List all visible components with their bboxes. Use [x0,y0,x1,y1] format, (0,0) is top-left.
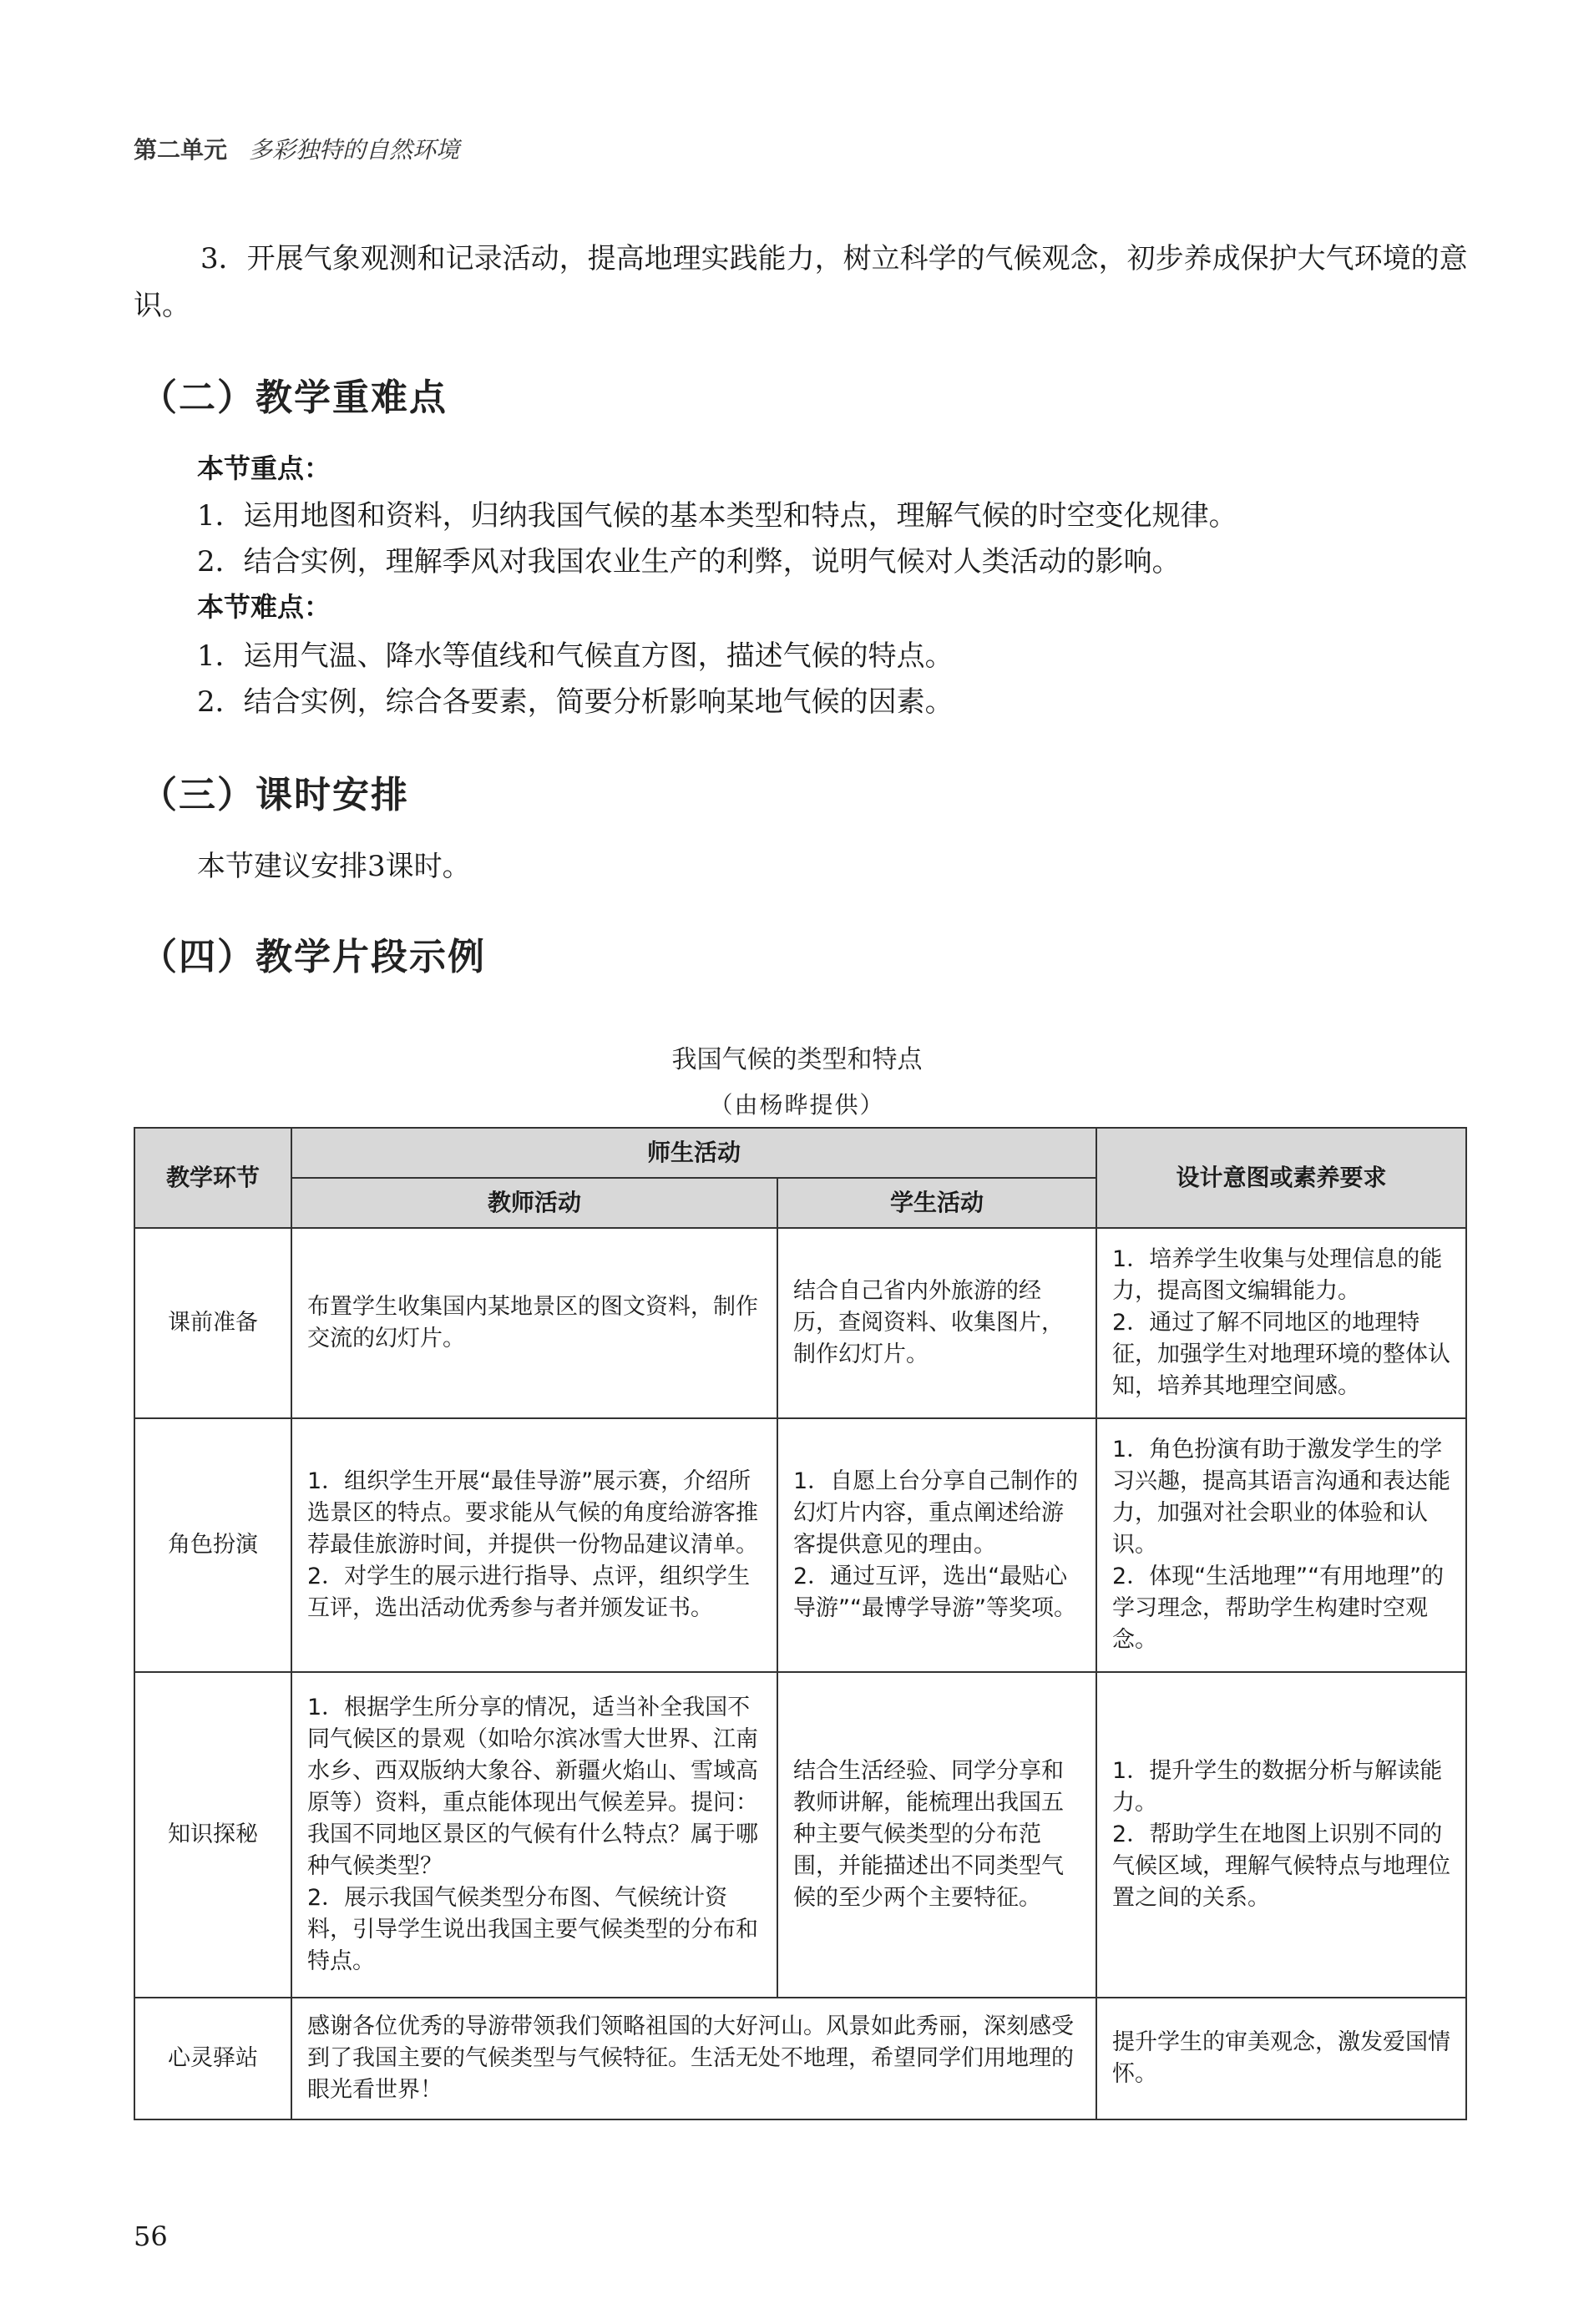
intent-cell [1096,1418,1466,1672]
key-points-label: 本节重点： [197,452,331,484]
unit-label: 第二单元 [134,136,228,164]
table-caption: 我国气候的类型和特点 [671,1045,923,1074]
student-item: 2．通过互评，选出“最贴心导游”“最博学导游”等奖项。 [793,1564,1076,1621]
intent-item: 1．培养学生收集与处理信息的能力，提高图文编辑能力。 [1112,1246,1443,1304]
intent-item: 2．通过了解不同地区的地理特征，加强学生对地理环境的整体认知，培养其地理空间感。 [1112,1310,1451,1399]
student-item: 1．自愿上台分享自己制作的幻灯片内容，重点阐述给游客提供意见的理由。 [793,1468,1079,1558]
table-row [134,1998,1466,2119]
student-cell [777,1418,1096,1672]
unit-title: 多彩独特的自然环境 [249,136,460,164]
stage-cell: 心灵驿站 [134,1998,291,2119]
section-heading-key-points: （二）教学重难点 [140,376,448,419]
table-row [134,1418,1466,1672]
header-teacher: 教师活动 [291,1178,777,1228]
student-cell: 结合生活经验、同学分享和教师讲解，能梳理出我国五种主要气候类型的分布范围，并能描述出不同类型气候的至少两个主要特征。 [777,1672,1096,1998]
intent-cell: 提升学生的审美观念，激发爱国情怀。 [1096,1998,1466,2119]
schedule-text: 本节建议安排3课时。 [197,850,471,883]
stage-cell: 角色扮演 [134,1418,291,1672]
table-header-row [134,1128,1466,1178]
difficult-point-item: 1．运用气温、降水等值线和气候直方图，描述气候的特点。 [197,639,954,673]
header-student: 学生活动 [777,1178,1096,1228]
stage-cell: 知识探秘 [134,1672,291,1998]
intent-cell [1096,1228,1466,1418]
page-number: 56 [134,2220,168,2252]
section-heading-schedule: （三）课时安排 [140,774,409,816]
header-intent: 设计意图或素养要求 [1096,1128,1466,1228]
table-row [134,1672,1466,1998]
section-heading-example: （四）教学片段示例 [140,936,486,978]
intent-item: 1．提升学生的数据分析与解读能力。 [1112,1758,1443,1816]
teacher-cell: 布置学生收集国内某地景区的图文资料，制作交流的幻灯片。 [291,1228,777,1418]
header-activities: 师生活动 [291,1128,1096,1178]
header-stage: 教学环节 [134,1128,291,1228]
teacher-item: 1．根据学生所分享的情况，适当补全我国不同气候区的景观（如哈尔滨冰雪大世界、江南水乡、西双版纳大象谷、新疆火焰山、雪域高原等）资料，重点能体现出气候差异。提问：我国不同地区景区的气候有什么特点？属于哪种气候类型？ [307,1695,758,1879]
teacher-cell [291,1672,777,1998]
teacher-cell [291,1418,777,1672]
running-head [134,132,459,165]
lesson-plan-table [134,1127,1467,2120]
teacher-item: 2．展示我国气候类型分布图、气候统计资料，引导学生说出我国主要气候类型的分布和特点。 [307,1885,758,1974]
student-cell: 结合自己省内外旅游的经历，查阅资料、收集图片，制作幻灯片。 [777,1228,1096,1418]
intent-item: 1．角色扮演有助于激发学生的学习兴趣，提高其语言沟通和表达能力，加强对社会职业的体验和认识。 [1112,1437,1451,1558]
teacher-student-cell: 感谢各位优秀的导游带领我们领略祖国的大好河山。风景如此秀丽，深刻感受到了我国主要的气候类型与气候特征。生活无处不地理，希望同学们用地理的眼光看世界！ [291,1998,1096,2119]
intent-item: 2．体现“生活地理”“有用地理”的学习理念，帮助学生构建时空观念。 [1112,1564,1445,1653]
key-point-item: 2．结合实例，理解季风对我国农业生产的利弊，说明气候对人类活动的影响。 [197,545,1181,578]
stage-cell: 课前准备 [134,1228,291,1418]
table-subcaption: （由杨晔提供） [709,1091,885,1119]
intent-cell [1096,1672,1466,1998]
teacher-item: 1．组织学生开展“最佳导游”展示赛，介绍所选景区的特点。要求能从气候的角度给游客推荐最佳旅游时间，并提供一份物品建议清单。 [307,1468,758,1558]
objective-paragraph: 3．开展气象观测和记录活动，提高地理实践能力，树立科学的气候观念，初步养成保护大气环境的意识。 [134,242,1468,322]
difficult-points-label: 本节难点： [197,591,331,623]
table-row [134,1228,1466,1418]
teacher-item: 2．对学生的展示进行指导、点评，组织学生互评，选出活动优秀参与者并颁发证书。 [307,1564,751,1621]
intent-item: 2．帮助学生在地图上识别不同的气候区域，理解气候特点与地理位置之间的关系。 [1112,1821,1451,1911]
key-point-item: 1．运用地图和资料，归纳我国气候的基本类型和特点，理解气候的时空变化规律。 [197,499,1237,533]
difficult-point-item: 2．结合实例，综合各要素，简要分析影响某地气候的因素。 [197,685,954,719]
